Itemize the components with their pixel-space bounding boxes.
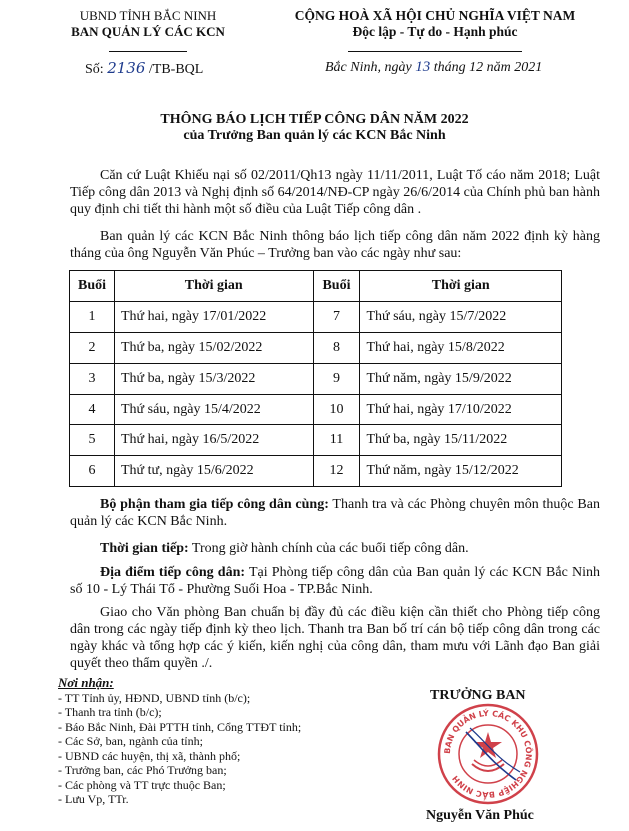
column-header: Buổi — [313, 271, 360, 302]
recipients-list — [58, 676, 301, 807]
handwritten-number: 2136 — [107, 59, 146, 77]
table-row: 6 Thứ tư, ngày 15/6/2022 12 Thứ năm, ngày 15/12/2022 — [70, 456, 562, 487]
table-row: 4 Thứ sáu, ngày 15/4/2022 10 Thứ hai, ngày 17/10/2022 — [70, 394, 562, 425]
national-motto-block — [250, 8, 620, 56]
list-item: - TT Tỉnh ủy, HĐND, UBND tỉnh (b/c); — [58, 690, 251, 705]
issuer-underline — [109, 49, 187, 52]
official-seal-icon — [436, 702, 540, 806]
table-header-row — [70, 271, 562, 302]
column-header: Buổi — [70, 271, 115, 302]
issuer-agency: BAN QUẢN LÝ CÁC KCN — [71, 24, 225, 39]
document-subtitle: của Trưởng Ban quản lý các KCN Bắc Ninh — [183, 128, 446, 143]
signatory-name: Nguyễn Văn Phúc — [426, 808, 534, 823]
table-row: 2 Thứ ba, ngày 15/02/2022 8 Thứ hai, ngày 15/8/2022 — [70, 332, 562, 363]
document-title: THÔNG BÁO LỊCH TIẾP CÔNG DÂN NĂM 2022 — [160, 112, 469, 127]
list-item: - Báo Bắc Ninh, Đài PTTH tỉnh, Cổng TTĐT tỉnh; — [58, 719, 302, 734]
list-item: - Lưu Vp, TTr. — [58, 792, 129, 806]
seal-text: BAN QUẢN LÝ CÁC KHU CÔNG NGHIỆP BẮC NINH — [442, 708, 534, 800]
column-header: Thời gian — [360, 271, 562, 302]
table-row: 5 Thứ hai, ngày 16/5/2022 11 Thứ ba, ngày 15/11/2022 — [70, 425, 562, 456]
issuer-province: UBND TỈNH BẮC NINH — [79, 8, 217, 23]
motto: Độc lập - Tự do - Hạnh phúc — [352, 24, 518, 39]
list-item: - Trưởng ban, các Phó Trưởng ban; — [58, 763, 227, 777]
document-number: Số: 2136 /TB-BQL — [85, 59, 204, 77]
list-item: - Thanh tra tỉnh (b/c); — [58, 705, 162, 719]
schedule-table — [69, 270, 562, 487]
issuer-block — [48, 8, 248, 56]
handwritten-day: 13 — [415, 59, 431, 75]
participants-paragraph: Bộ phận tham gia tiếp công dân cùng: Thanh tra và các Phòng chuyên môn thuộc Ban quản lý các KCN Bắc Ninh. — [70, 497, 600, 529]
motto-underline — [348, 49, 522, 52]
legal-basis-paragraph: Căn cứ Luật Khiếu nại số 02/2011/Qh13 ngày 11/11/2011, Luật Tố cáo năm 2018; Luật Tiếp công dân 2013 và Nghị định số 64/2014/NĐ-CP ngày 26/6/2014 của Chính phủ ban hành quy định chi tiết thi hành một số điều của Luật Tiếp công dân . — [70, 168, 600, 217]
list-item: - Các phòng và TT trực thuộc Ban; — [58, 777, 226, 792]
table-row: 3 Thứ ba, ngày 15/3/2022 9 Thứ năm, ngày 15/9/2022 — [70, 363, 562, 394]
issue-date: Bắc Ninh, ngày 13 tháng 12 năm 2021 — [325, 59, 543, 75]
list-item: - Các Sở, ban, ngành của tỉnh; — [58, 734, 203, 748]
signatory-title: TRƯỞNG BAN — [430, 688, 526, 703]
announcement-paragraph: Ban quản lý các KCN Bắc Ninh thông báo lịch tiếp công dân năm 2022 định kỳ hàng tháng của ông Nguyễn Văn Phúc – Trưởng ban vào các ngày như sau: — [70, 229, 600, 261]
recipients-title: Nơi nhận: — [58, 675, 114, 690]
reception-time-paragraph: Thời gian tiếp: Trong giờ hành chính của các buổi tiếp công dân. — [100, 541, 469, 556]
assignment-paragraph: Giao cho Văn phòng Ban chuẩn bị đầy đủ các điều kiện cần thiết cho Phòng tiếp công dân trong các ngày tiếp định kỳ theo lịch. Thanh tra Ban bố trí cán bộ tiếp công dân trong các ngày khác và tổng hợp các ý kiến, kiến nghị của công dân, tham mưu với Lãnh đạo Ban giải quyết theo thẩm quyền ./. — [70, 605, 600, 671]
location-paragraph: Địa điểm tiếp công dân: Tại Phòng tiếp công dân của Ban quản lý các KCN Bắc Ninh số 10 - Lý Thái Tổ - Phường Suối Hoa - TP.Bắc Ninh. — [70, 565, 600, 597]
column-header: Thời gian — [114, 271, 313, 302]
table-row: 1 Thứ hai, ngày 17/01/2022 7 Thứ sáu, ngày 15/7/2022 — [70, 301, 562, 332]
list-item: - UBND các huyện, thị xã, thành phố; — [58, 748, 241, 763]
svg-text:BAN QUẢN LÝ CÁC KHU CÔNG NGHIỆ — [443, 707, 535, 802]
country-name: CỘNG HOÀ XÃ HỘI CHỦ NGHĨA VIỆT NAM — [294, 8, 576, 23]
